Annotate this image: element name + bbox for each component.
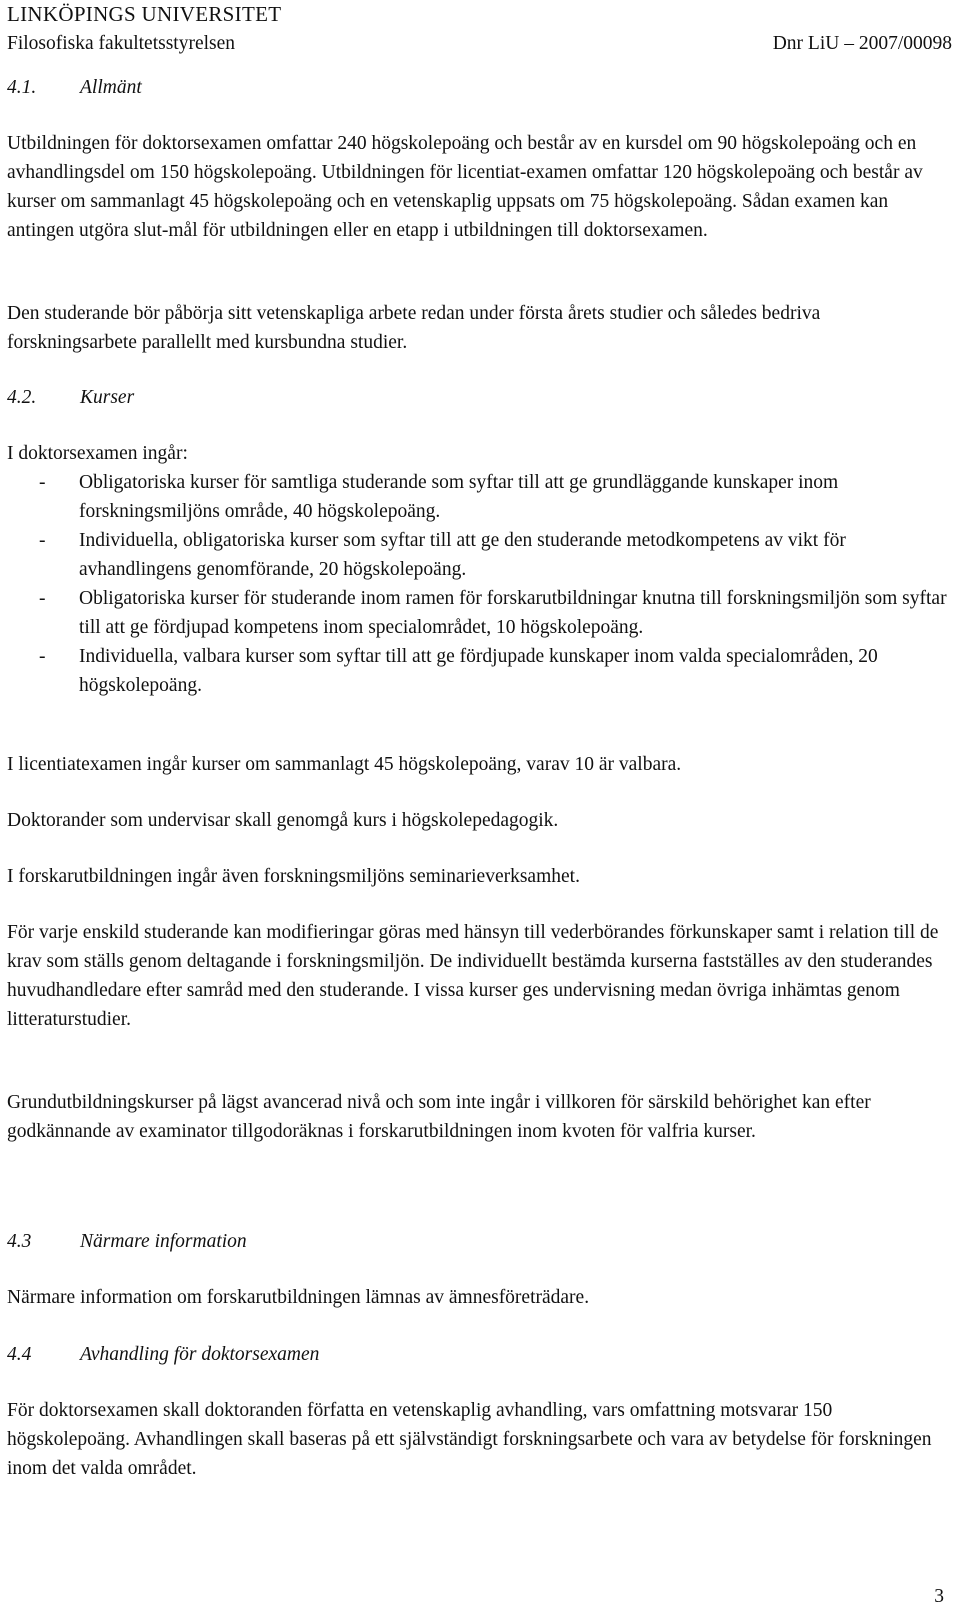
faculty-name: Filosofiska fakultetsstyrelsen <box>7 33 236 54</box>
list-item <box>7 526 952 584</box>
page-header <box>7 0 952 58</box>
section-title: Avhandling för doktorsexamen <box>80 1344 320 1365</box>
header-row-faculty <box>7 29 952 58</box>
list-item-text: Individuella, valbara kurser som syftar till att ge fördjupade kunskaper inom valda specialområden, 20 högskolepoäng. <box>79 646 878 696</box>
bullet-marker: - <box>39 530 46 551</box>
bullet-marker: - <box>39 646 46 667</box>
paragraph-avhandling: För doktorsexamen skall doktoranden författa en vetenskaplig avhandling, vars omfattning motsvarar 150 högskolepoäng. Avhandlingen skall baseras på ett självständigt forskningsarbete och vara av betydelse för forskningen inom det valda området. <box>7 1400 932 1479</box>
section-title: Kurser <box>80 387 135 408</box>
paragraph-modifieringar: För varje enskild studerande kan modifieringar göras med hänsyn till vederbörandes förkunskaper samt i relation till de krav som ställs genom deltagande i forskningsmiljön. De individuellt bestämda kurserna fastställes av den studerandes huvudhandledare efter samråd med den studerande. I vissa kurser ges undervisning medan övriga inhämtas genom litteraturstudier. <box>7 922 939 1030</box>
university-name: LINKÖPINGS UNIVERSITET <box>7 2 282 26</box>
header-row-university <box>7 0 952 29</box>
list-item-text: Obligatoriska kurser för studerande inom ramen för forskarutbildningar knutna till forskningsmiljön som syftar till att ge fördjupad kompetens inom specialområdet, 10 högskolepoäng. <box>79 588 947 638</box>
list-item <box>7 468 952 526</box>
paragraph-licentiat: I licentiatexamen ingår kurser om sammanlagt 45 högskolepoäng, varav 10 är valbara. <box>7 754 682 775</box>
document-number: Dnr LiU – 2007/00098 <box>772 33 952 54</box>
paragraph-hogskolepedagogik: Doktorander som undervisar skall genomgå kurs i högskolepedagogik. <box>7 810 559 831</box>
section-heading-4-4 <box>7 1340 319 1369</box>
section-number: 4.3 <box>7 1231 32 1252</box>
page-number: 3 <box>934 1586 944 1607</box>
section-heading-4-1 <box>7 73 142 102</box>
section-title: Närmare information <box>80 1231 247 1252</box>
section-number: 4.2. <box>7 387 37 408</box>
section-title: Allmänt <box>80 77 142 98</box>
section-heading-4-3 <box>7 1227 247 1256</box>
list-item <box>7 584 952 642</box>
paragraph-allmant-1: Utbildningen för doktorsexamen omfattar 240 högskolepoäng och består av en kursdel om 90 högskolepoäng och en avhandlingsdel om 150 högskolepoäng. Utbildningen för licentiat-examen omfattar 120 högskolepoäng och består av kurser om sammanlagt 45 högskolepoäng och en vetenskaplig uppsats om 75 högskolepoäng. Sådan examen kan antingen utgöra slut-mål för utbildningen eller en etapp i utbildningen till doktorsexamen. <box>7 133 923 241</box>
course-list <box>7 468 952 700</box>
list-item <box>7 642 952 700</box>
list-item-text: Obligatoriska kurser för samtliga studerande som syftar till att ge grundläggande kunskaper inom forskningsmiljöns område, 40 högskolepoäng. <box>79 472 839 522</box>
section-number: 4.4 <box>7 1344 32 1365</box>
paragraph-narmare-information: Närmare information om forskarutbildningen lämnas av ämnesföreträdare. <box>7 1287 590 1308</box>
list-item-text: Individuella, obligatoriska kurser som syftar till att ge den studerande metodkompetens av vikt för avhandlingens genomförande, 20 högskolepoäng. <box>79 530 846 580</box>
paragraph-kurser-intro: I doktorsexamen ingår: <box>7 443 188 464</box>
paragraph-seminarie: I forskarutbildningen ingår även forskningsmiljöns seminarieverksamhet. <box>7 866 580 887</box>
bullet-marker: - <box>39 588 46 609</box>
paragraph-allmant-2: Den studerande bör påbörja sitt vetenskapliga arbete redan under första årets studier och således bedriva forskningsarbete parallellt med kursbundna studier. <box>7 303 821 353</box>
bullet-marker: - <box>39 472 46 493</box>
section-number: 4.1. <box>7 77 37 98</box>
section-heading-4-2 <box>7 383 134 412</box>
paragraph-grundutbildning: Grundutbildningskurser på lägst avancerad nivå och som inte ingår i villkoren för särskild behörighet kan efter godkännande av examinator tillgodoräknas i forskarutbildningen inom kvoten för valfria kurser. <box>7 1092 871 1142</box>
